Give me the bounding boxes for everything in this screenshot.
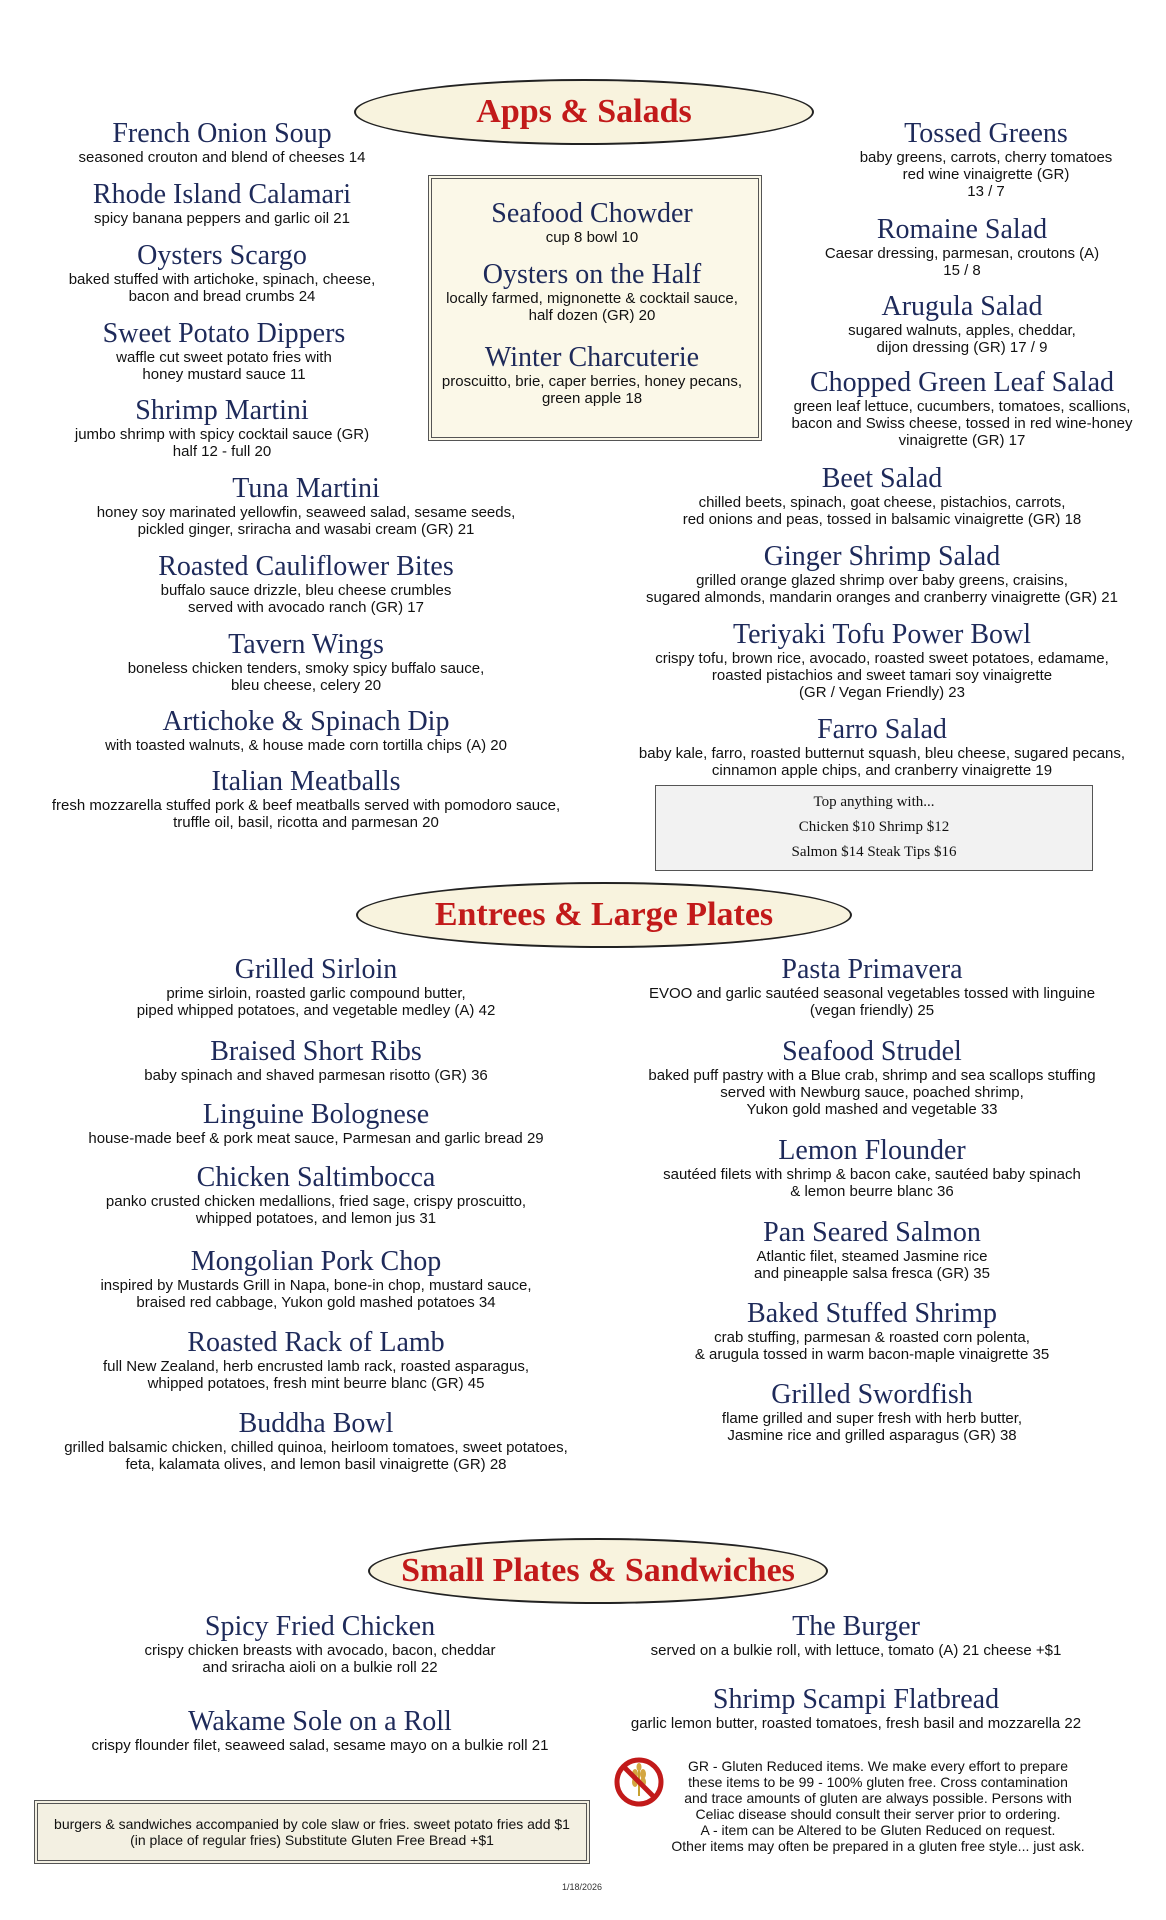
menu-item-description: waffle cut sweet potato fries with honey mustard sauce 11: [116, 349, 332, 383]
sides-note: burgers & sandwiches accompanied by cole slaw or fries. sweet potato fries add $1 (in place of regular fries) Substitute Gluten Free Bread +$1: [34, 1800, 590, 1864]
topping-line-2: Salmon $14 Steak Tips $16: [791, 844, 957, 860]
menu-item: [592, 955, 1152, 1019]
menu-item-name: French Onion Soup: [112, 118, 332, 149]
menu-item-description: seasoned crouton and blend of cheeses 14: [78, 149, 366, 166]
menu-item-name: Linguine Bolognese: [202, 1099, 430, 1130]
menu-item-description: green leaf lettuce, cucumbers, tomatoes, scallions, bacon and Swiss cheese, tossed in red wine-honey vinaigrette (GR) 17: [791, 398, 1133, 449]
menu-item-description: boneless chicken tenders, smoky spicy buffalo sauce, bleu cheese, celery 20: [127, 660, 485, 694]
menu-item-name: The Burger: [792, 1611, 920, 1642]
menu-item-description: sugared walnuts, apples, cheddar, dijon dressing (GR) 17 / 9: [848, 322, 1076, 356]
menu-item-description: Caesar dressing, parmesan, croutons (A) 15 / 8: [824, 245, 1100, 279]
menu-item-name: Teriyaki Tofu Power Bowl: [732, 619, 1032, 650]
menu-item-name: Beet Salad: [821, 463, 943, 494]
menu-item-description: proscuitto, brie, caper berries, honey pecans, green apple 18: [441, 373, 743, 407]
menu-item-name: Sweet Potato Dippers: [102, 318, 346, 349]
menu-item: [682, 215, 1166, 279]
menu-item-description: grilled orange glazed shrimp over baby greens, craisins, sugared almonds, mandarin oranges and cranberry vinaigrette (GR) 21: [646, 572, 1118, 606]
menu-item-description: baked stuffed with artichoke, spinach, cheese, bacon and bread crumbs 24: [68, 271, 376, 305]
menu-item: [706, 119, 1166, 200]
menu-item-name: Seafood Chowder: [491, 198, 693, 229]
menu-item: [21, 1328, 611, 1392]
menu-item-name: Chicken Saltimbocca: [196, 1162, 436, 1193]
menu-item-name: Pan Seared Salmon: [763, 1217, 981, 1248]
menu-item-name: Ginger Shrimp Salad: [763, 541, 1001, 572]
menu-item-description: prime sirloin, roasted garlic compound butter, piped whipped potatoes, and vegetable medley (A) 42: [136, 985, 496, 1019]
menu-item: [40, 1707, 600, 1754]
menu-item-description: house-made beef & pork meat sauce, Parmesan and garlic bread 29: [88, 1130, 544, 1147]
menu-item: [26, 552, 586, 616]
menu-item: [592, 1218, 1152, 1282]
menu-item: [21, 1247, 611, 1311]
menu-item: [682, 368, 1166, 449]
menu-item: [0, 319, 504, 383]
menu-item-name: Farro Salad: [817, 714, 947, 745]
menu-item-name: Artichoke & Spinach Dip: [162, 706, 450, 737]
menu-item-description: crispy chicken breasts with avocado, bacon, cheddar and sriracha aioli on a bulkie roll 22: [144, 1642, 496, 1676]
menu-item-description: full New Zealand, herb encrusted lamb rack, roasted asparagus, whipped potatoes, fresh mint beurre blanc (GR) 45: [102, 1358, 530, 1392]
menu-item-name: Braised Short Ribs: [210, 1036, 422, 1067]
menu-item-description: baby greens, carrots, cherry tomatoes red wine vinaigrette (GR) 13 / 7: [859, 149, 1113, 200]
topping-title: Top anything with...: [813, 794, 935, 810]
menu-item: [0, 180, 502, 227]
menu-item: [602, 715, 1162, 779]
menu-date: 1/18/2026: [562, 1882, 603, 1892]
menu-item: [592, 1136, 1152, 1200]
menu-item-name: Romaine Salad: [876, 214, 1048, 245]
menu-item-description: inspired by Mustards Grill in Napa, bone-in chop, mustard sauce, braised red cabbage, Yukon gold mashed potatoes 34: [100, 1277, 532, 1311]
menu-item-name: Roasted Rack of Lamb: [187, 1327, 445, 1358]
menu-item-name: Mongolian Pork Chop: [190, 1246, 442, 1277]
menu-item-description: crispy flounder filet, seaweed salad, sesame mayo on a bulkie roll 21: [91, 1737, 549, 1754]
menu-item-description: sautéed filets with shrimp & bacon cake, sautéed baby spinach & lemon beurre blanc 36: [663, 1166, 1081, 1200]
menu-item: [21, 1100, 611, 1147]
menu-item: [602, 620, 1162, 701]
menu-item-description: grilled balsamic chicken, chilled quinoa, heirloom tomatoes, sweet potatoes, feta, kalamata olives, and lemon basil vinaigrette (GR) 28: [64, 1439, 568, 1473]
menu-item-name: Tuna Martini: [232, 473, 380, 504]
menu-item: [26, 767, 586, 831]
menu-item-description: baby kale, farro, roasted butternut squash, bleu cheese, sugared pecans, cinnamon apple chips, and cranberry vinaigrette 19: [638, 745, 1126, 779]
menu-item-name: Lemon Flounder: [778, 1135, 966, 1166]
topping-box: [655, 785, 1093, 871]
section-title: Apps & Salads: [476, 93, 692, 130]
menu-item-name: Oysters Scargo: [137, 240, 307, 271]
menu-item-description: cup 8 bowl 10: [545, 229, 639, 246]
menu-item-description: with toasted walnuts, & house made corn tortilla chips (A) 20: [105, 737, 507, 754]
section-title: Entrees & Large Plates: [434, 896, 774, 933]
menu-item-name: Italian Meatballs: [211, 766, 401, 797]
menu-item-description: spicy banana peppers and garlic oil 21: [93, 210, 350, 227]
menu-item-name: Buddha Bowl: [238, 1408, 394, 1439]
menu-item-name: Grilled Swordfish: [771, 1379, 973, 1410]
menu-item-description: served on a bulkie roll, with lettuce, tomato (A) 21 cheese +$1: [650, 1642, 1062, 1659]
menu-item-name: Shrimp Martini: [135, 395, 309, 426]
menu-item-name: Wakame Sole on a Roll: [188, 1706, 452, 1737]
menu-item-name: Tavern Wings: [228, 629, 384, 660]
menu-item-name: Chopped Green Leaf Salad: [810, 367, 1114, 398]
menu-item-name: Arugula Salad: [881, 291, 1043, 322]
menu-item: [21, 1163, 611, 1227]
menu-item-description: crab stuffing, parmesan & roasted corn polenta, & arugula tossed in warm bacon-maple vinaigrette 35: [694, 1329, 1050, 1363]
menu-item: [26, 474, 586, 538]
menu-item: [592, 1037, 1152, 1118]
menu-item: [40, 1612, 600, 1676]
entrees-banner: [356, 882, 852, 948]
menu-item-name: Pasta Primavera: [781, 954, 963, 985]
menu-item-name: Seafood Strudel: [782, 1036, 962, 1067]
menu-item-description: honey soy marinated yellowfin, seaweed salad, sesame seeds, pickled ginger, sriracha and wasabi cream (GR) 21: [96, 504, 516, 538]
topping-line-1: Chicken $10 Shrimp $12: [798, 819, 950, 835]
menu-item: [602, 464, 1162, 528]
menu-item: [592, 1380, 1152, 1444]
menu-item: [0, 396, 502, 460]
menu-item-description: baby spinach and shaved parmesan risotto (GR) 36: [144, 1067, 488, 1084]
menu-item: [0, 241, 502, 305]
menu-item-description: jumbo shrimp with spicy cocktail sauce (GR) half 12 - full 20: [74, 426, 370, 460]
menu-item-name: Winter Charcuterie: [484, 342, 700, 373]
menu-item-description: fresh mozzarella stuffed pork & beef meatballs served with pomodoro sauce, truffle oil, basil, ricotta and parmesan 20: [51, 797, 561, 831]
menu-item: [602, 542, 1162, 606]
section-title: Small Plates & Sandwiches: [401, 1552, 795, 1589]
menu-item-description: flame grilled and super fresh with herb butter, Jasmine rice and grilled asparagus (GR) 38: [721, 1410, 1023, 1444]
menu-item: [0, 119, 502, 166]
menu-item: [26, 630, 586, 694]
menu-item: [576, 1685, 1136, 1732]
menu-item-name: Baked Stuffed Shrimp: [747, 1298, 997, 1329]
menu-item-description: baked puff pastry with a Blue crab, shrimp and sea scallops stuffing served with Newburg sauce, poached shrimp, Yukon gold mashed and vegetable 33: [648, 1067, 1096, 1118]
gluten-note: GR - Gluten Reduced items. We make every effort to prepare these items to be 99 - 100% gluten free. Cross contamination and trace amounts of gluten are always possible. Persons with Celiac disease should consult their server prior to ordering. A - item can be Altered to be Gluten Reduced on request. Other items may often be prepared in a gluten free style... just ask.: [671, 1758, 1085, 1854]
menu-item: [21, 1037, 611, 1084]
menu-item-name: Roasted Cauliflower Bites: [158, 551, 454, 582]
menu-item-description: Atlantic filet, steamed Jasmine rice and pineapple salsa fresca (GR) 35: [754, 1248, 990, 1282]
menu-item: [576, 1612, 1136, 1659]
menu-item-description: EVOO and garlic sautéed seasonal vegetables tossed with linguine (vegan friendly) 25: [648, 985, 1096, 1019]
menu-item-description: garlic lemon butter, roasted tomatoes, fresh basil and mozzarella 22: [630, 1715, 1082, 1732]
menu-item-description: buffalo sauce drizzle, bleu cheese crumbles served with avocado ranch (GR) 17: [160, 582, 452, 616]
menu-item: [682, 292, 1166, 356]
small-plates-banner: [368, 1538, 828, 1604]
menu-item-name: Oysters on the Half: [482, 259, 702, 290]
menu-item: [21, 1409, 611, 1473]
menu-item: [592, 1299, 1152, 1363]
menu-item-name: Rhode Island Calamari: [92, 179, 352, 210]
menu-item-description: chilled beets, spinach, goat cheese, pistachios, carrots, red onions and peas, tossed in balsamic vinaigrette (GR) 18: [682, 494, 1082, 528]
menu-item-name: Shrimp Scampi Flatbread: [712, 1684, 1000, 1715]
menu-item-name: Tossed Greens: [904, 118, 1068, 149]
menu-item: [21, 955, 611, 1019]
menu-item: [26, 707, 586, 754]
menu-item-name: Spicy Fried Chicken: [204, 1611, 436, 1642]
menu-item-description: crispy tofu, brown rice, avocado, roasted sweet potatoes, edamame, roasted pistachios and sweet tamari soy vinaigrette (GR / Vegan Friendly) 23: [655, 650, 1109, 701]
menu-item-description: panko crusted chicken medallions, fried sage, crispy proscuitto, whipped potatoes, and lemon jus 31: [105, 1193, 527, 1227]
menu-item-description: locally farmed, mignonette & cocktail sauce, half dozen (GR) 20: [446, 290, 738, 324]
menu-item-name: Grilled Sirloin: [234, 954, 398, 985]
